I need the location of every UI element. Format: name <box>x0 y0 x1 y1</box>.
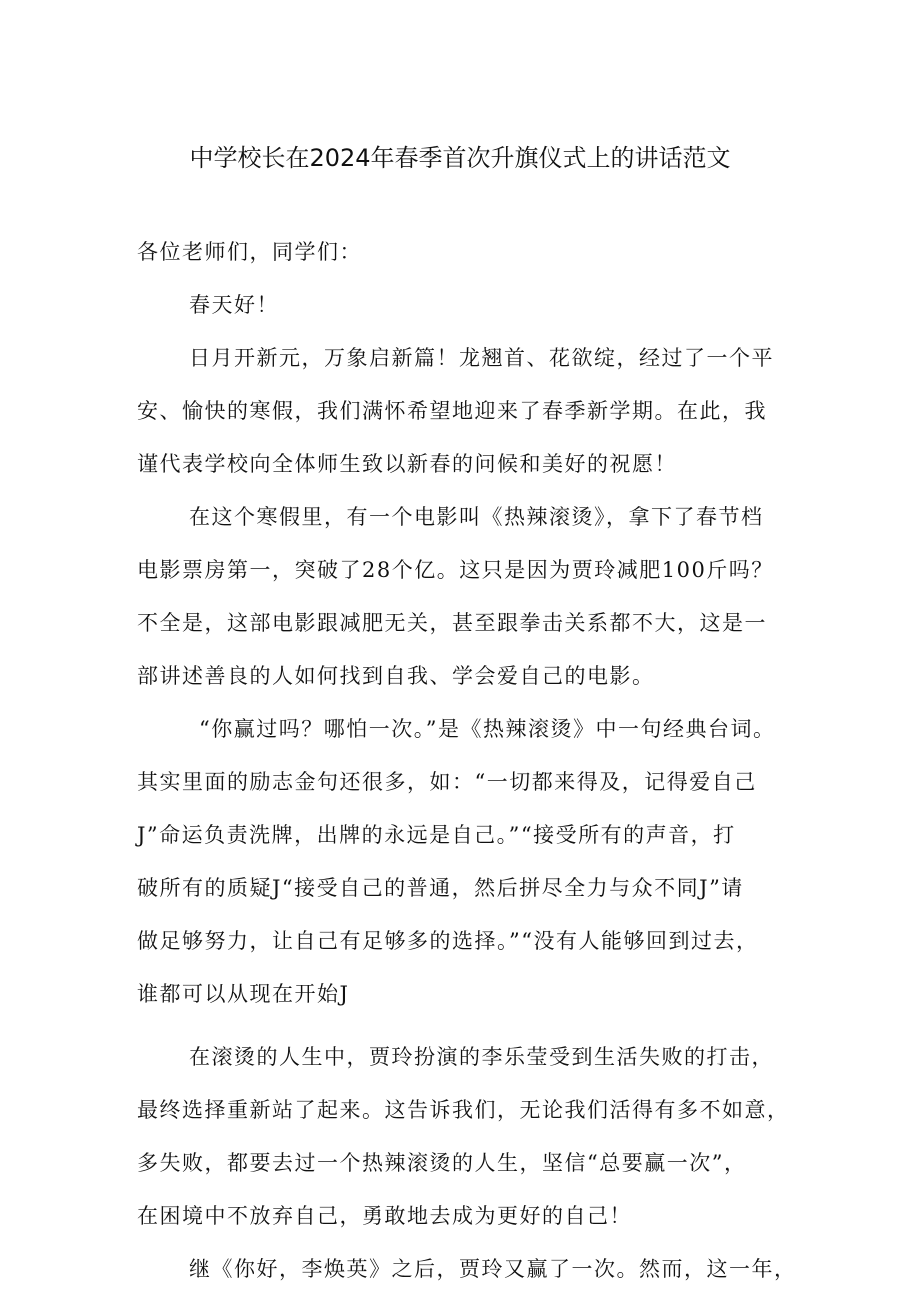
paragraph-spacer <box>137 1021 797 1031</box>
paragraph-line: 破所有的质疑J“接受自己的普通，然后拼尽全力与众不同J”请 <box>137 876 744 900</box>
paragraph-line: 安、愉快的寒假，我们满怀希望地迎来了春季新学期。在此，我 <box>137 399 767 423</box>
paragraph-line: 日月开新元，万象启新篇！龙翘首、花欲绽，经过了一个平 <box>189 346 774 370</box>
paragraph-line: 最终选择重新站了起来。这告诉我们，无论我们活得有多不如意， <box>137 1098 790 1122</box>
paragraph-line: 在这个寒假里，有一个电影叫《热辣滚烫》，拿下了春节档 <box>189 505 764 529</box>
document-body <box>137 226 797 1296</box>
paragraph-line: 电影票房第一，突破了28个亿。这只是因为贾玲减肥100斤吗？ <box>137 558 774 582</box>
salutation: 各位老师们，同学们： <box>137 240 362 264</box>
paragraph-line: 谨代表学校向全体师生致以新春的问候和美好的祝愿！ <box>137 452 677 476</box>
paragraph-line: 谁都可以从现在开始J <box>137 982 350 1006</box>
paragraph-line: 在困境中不放弃自己，勇敢地去成为更好的自己！ <box>137 1204 632 1228</box>
paragraph-line: J”命运负责洗牌，出牌的永远是自己。”“接受所有的声音，打 <box>137 823 736 847</box>
paragraph-line: 不全是，这部电影跟减肥无关，甚至跟拳击关系都不大，这是一 <box>137 611 767 635</box>
paragraph-1 <box>137 332 797 491</box>
paragraph-line: 其实里面的励志金句还很多，如：“一切都来得及，记得爱自己 <box>137 770 757 794</box>
paragraph-line: 多失败，都要去过一个热辣滚烫的人生，坚信“总要赢一次”， <box>137 1151 747 1175</box>
paragraph-line: 继《你好，李焕英》之后，贾玲又赢了一次。然而，这一年， <box>189 1257 797 1281</box>
paragraph-line: 部讲述善良的人如何找到自我、学会爱自己的电影。 <box>137 664 655 688</box>
paragraph-line: 做足够努力，让自己有足够多的选择。”“没有人能够回到过去， <box>137 929 759 953</box>
paragraph-5 <box>137 1243 797 1296</box>
document-title: 中学校长在2024年春季首次升旗仪式上的讲话范文 <box>189 144 731 172</box>
paragraph-line: “你赢过吗？哪怕一次。”是《热辣滚烫》中一句经典台词。 <box>199 717 776 741</box>
paragraph-3 <box>137 703 797 1021</box>
greeting: 春天好！ <box>189 293 279 317</box>
paragraph-2 <box>137 491 797 703</box>
paragraph-line: 在滚烫的人生中，贾玲扮演的李乐莹受到生活失败的打击， <box>189 1045 774 1069</box>
paragraph-4 <box>137 1031 797 1243</box>
